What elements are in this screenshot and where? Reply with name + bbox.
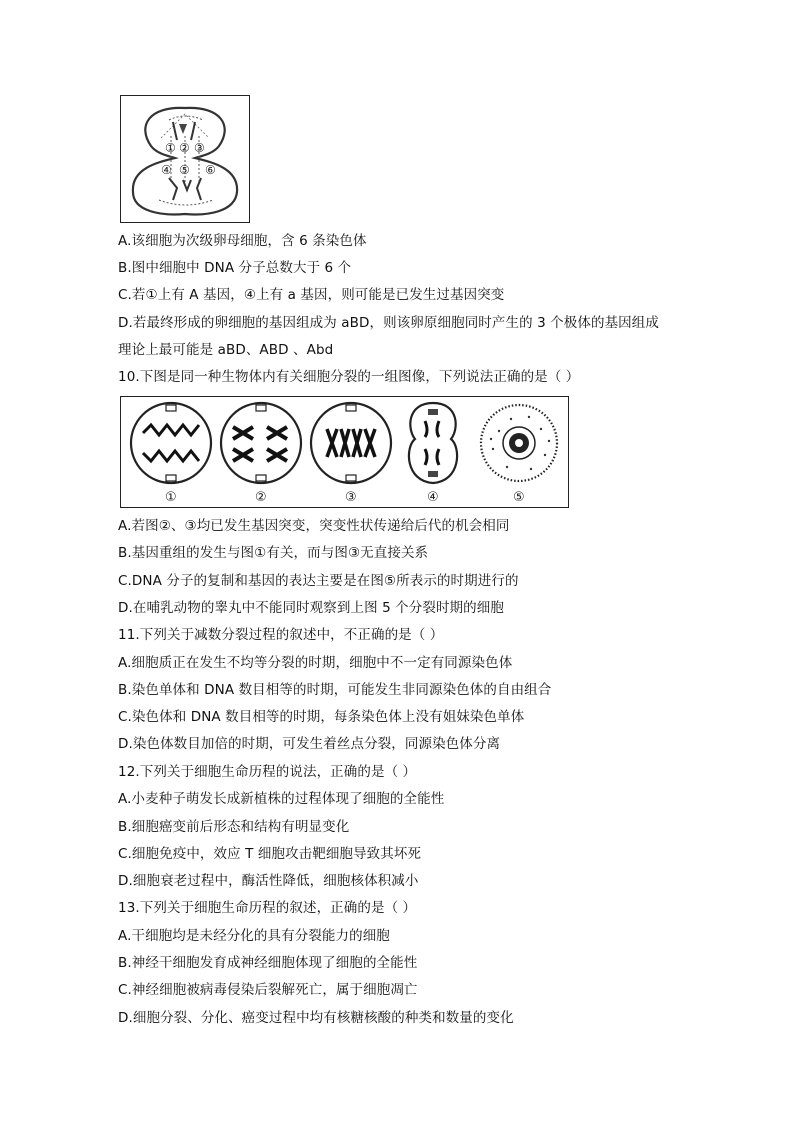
q10-label-3: ③ xyxy=(345,490,357,505)
q13-option-a: A.干细胞均是未经分化的具有分裂能力的细胞 xyxy=(118,928,390,944)
q9-label-1: ① xyxy=(165,141,176,155)
q12-option-d: D.细胞衰老过程中，酶活性降低，细胞核体积减小 xyxy=(118,873,419,889)
q9-option-d-cont: 理论上最可能是 aBD、ABD 、Abd xyxy=(118,342,334,358)
q10-option-b: B.基因重组的发生与图①有关，而与图③无直接关系 xyxy=(118,545,429,561)
q9-label-2: ② xyxy=(179,141,190,155)
q10-cells-illustration xyxy=(121,397,568,507)
q11-option-d: D.染色体数目加倍的时期，可发生着丝点分裂，同源染色体分离 xyxy=(118,736,501,752)
q10-cell-5 xyxy=(481,405,557,481)
q9-cell-illustration xyxy=(121,96,249,222)
q10-cell-3 xyxy=(311,403,391,483)
q9-cell-figure xyxy=(120,95,250,223)
q10-label-4: ④ xyxy=(427,490,439,505)
q13-option-d: D.细胞分裂、分化、癌变过程中均有核糖核酸的种类和数量的变化 xyxy=(118,1010,514,1026)
q10-label-5: ⑤ xyxy=(513,490,525,505)
q10-cell-1 xyxy=(131,403,211,483)
q9-label-3: ③ xyxy=(194,141,205,155)
q10-option-a: A.若图②、③均已发生基因突变，突变性状传递给后代的机会相同 xyxy=(118,518,510,534)
q11-stem: 11.下列关于减数分裂过程的叙述中，不正确的是（ ） xyxy=(118,627,444,643)
q10-stem: 10.下图是同一种生物体内有关细胞分裂的一组图像，下列说法正确的是（ ） xyxy=(118,369,580,385)
q12-stem: 12.下列关于细胞生命历程的说法，正确的是（ ） xyxy=(118,764,417,780)
q13-option-c: C.神经细胞被病毒侵染后裂解死亡，属于细胞凋亡 xyxy=(118,982,418,998)
q10-label-1: ① xyxy=(165,490,177,505)
q11-option-c: C.染色体和 DNA 数目相等的时期，每条染色体上没有姐妹染色单体 xyxy=(118,709,525,725)
q9-label-6: ⑥ xyxy=(205,163,216,177)
q9-option-d: D.若最终形成的卵细胞的基因组成为 aBD，则该卵原细胞同时产生的 3 个极体的基因组成 xyxy=(118,315,659,331)
q9-option-c: C.若①上有 A 基因，④上有 a 基因，则可能是已发生过基因突变 xyxy=(118,287,505,303)
q12-option-b: B.细胞癌变前后形态和结构有明显变化 xyxy=(118,819,350,835)
q9-label-5: ⑤ xyxy=(179,163,190,177)
q10-label-2: ② xyxy=(255,490,267,505)
q12-option-a: A.小麦种子萌发长成新植株的过程体现了细胞的全能性 xyxy=(118,791,445,807)
q13-option-b: B.神经干细胞发育成神经细胞体现了细胞的全能性 xyxy=(118,955,418,971)
q13-stem: 13.下列关于细胞生命历程的叙述，正确的是（ ） xyxy=(118,900,417,916)
q10-option-d: D.在哺乳动物的睾丸中不能同时观察到上图 5 个分裂时期的细胞 xyxy=(118,600,504,616)
q10-cell-division-figure xyxy=(120,396,569,508)
q9-option-a: A.该细胞为次级卵母细胞，含 6 条染色体 xyxy=(118,233,367,249)
q10-cell-2 xyxy=(221,403,301,483)
q11-option-b: B.染色单体和 DNA 数目相等的时期，可能发生非同源染色体的自由组合 xyxy=(118,682,552,698)
q10-cell-4 xyxy=(409,403,457,483)
q11-option-a: A.细胞质正在发生不均等分裂的时期，细胞中不一定有同源染色体 xyxy=(118,655,513,671)
q9-label-4: ④ xyxy=(161,163,172,177)
q9-option-b: B.图中细胞中 DNA 分子总数大于 6 个 xyxy=(118,260,352,276)
q12-option-c: C.细胞免疫中，效应 T 细胞攻击靶细胞导致其坏死 xyxy=(118,846,422,862)
q10-option-c: C.DNA 分子的复制和基因的表达主要是在图⑤所表示的时期进行的 xyxy=(118,573,519,589)
